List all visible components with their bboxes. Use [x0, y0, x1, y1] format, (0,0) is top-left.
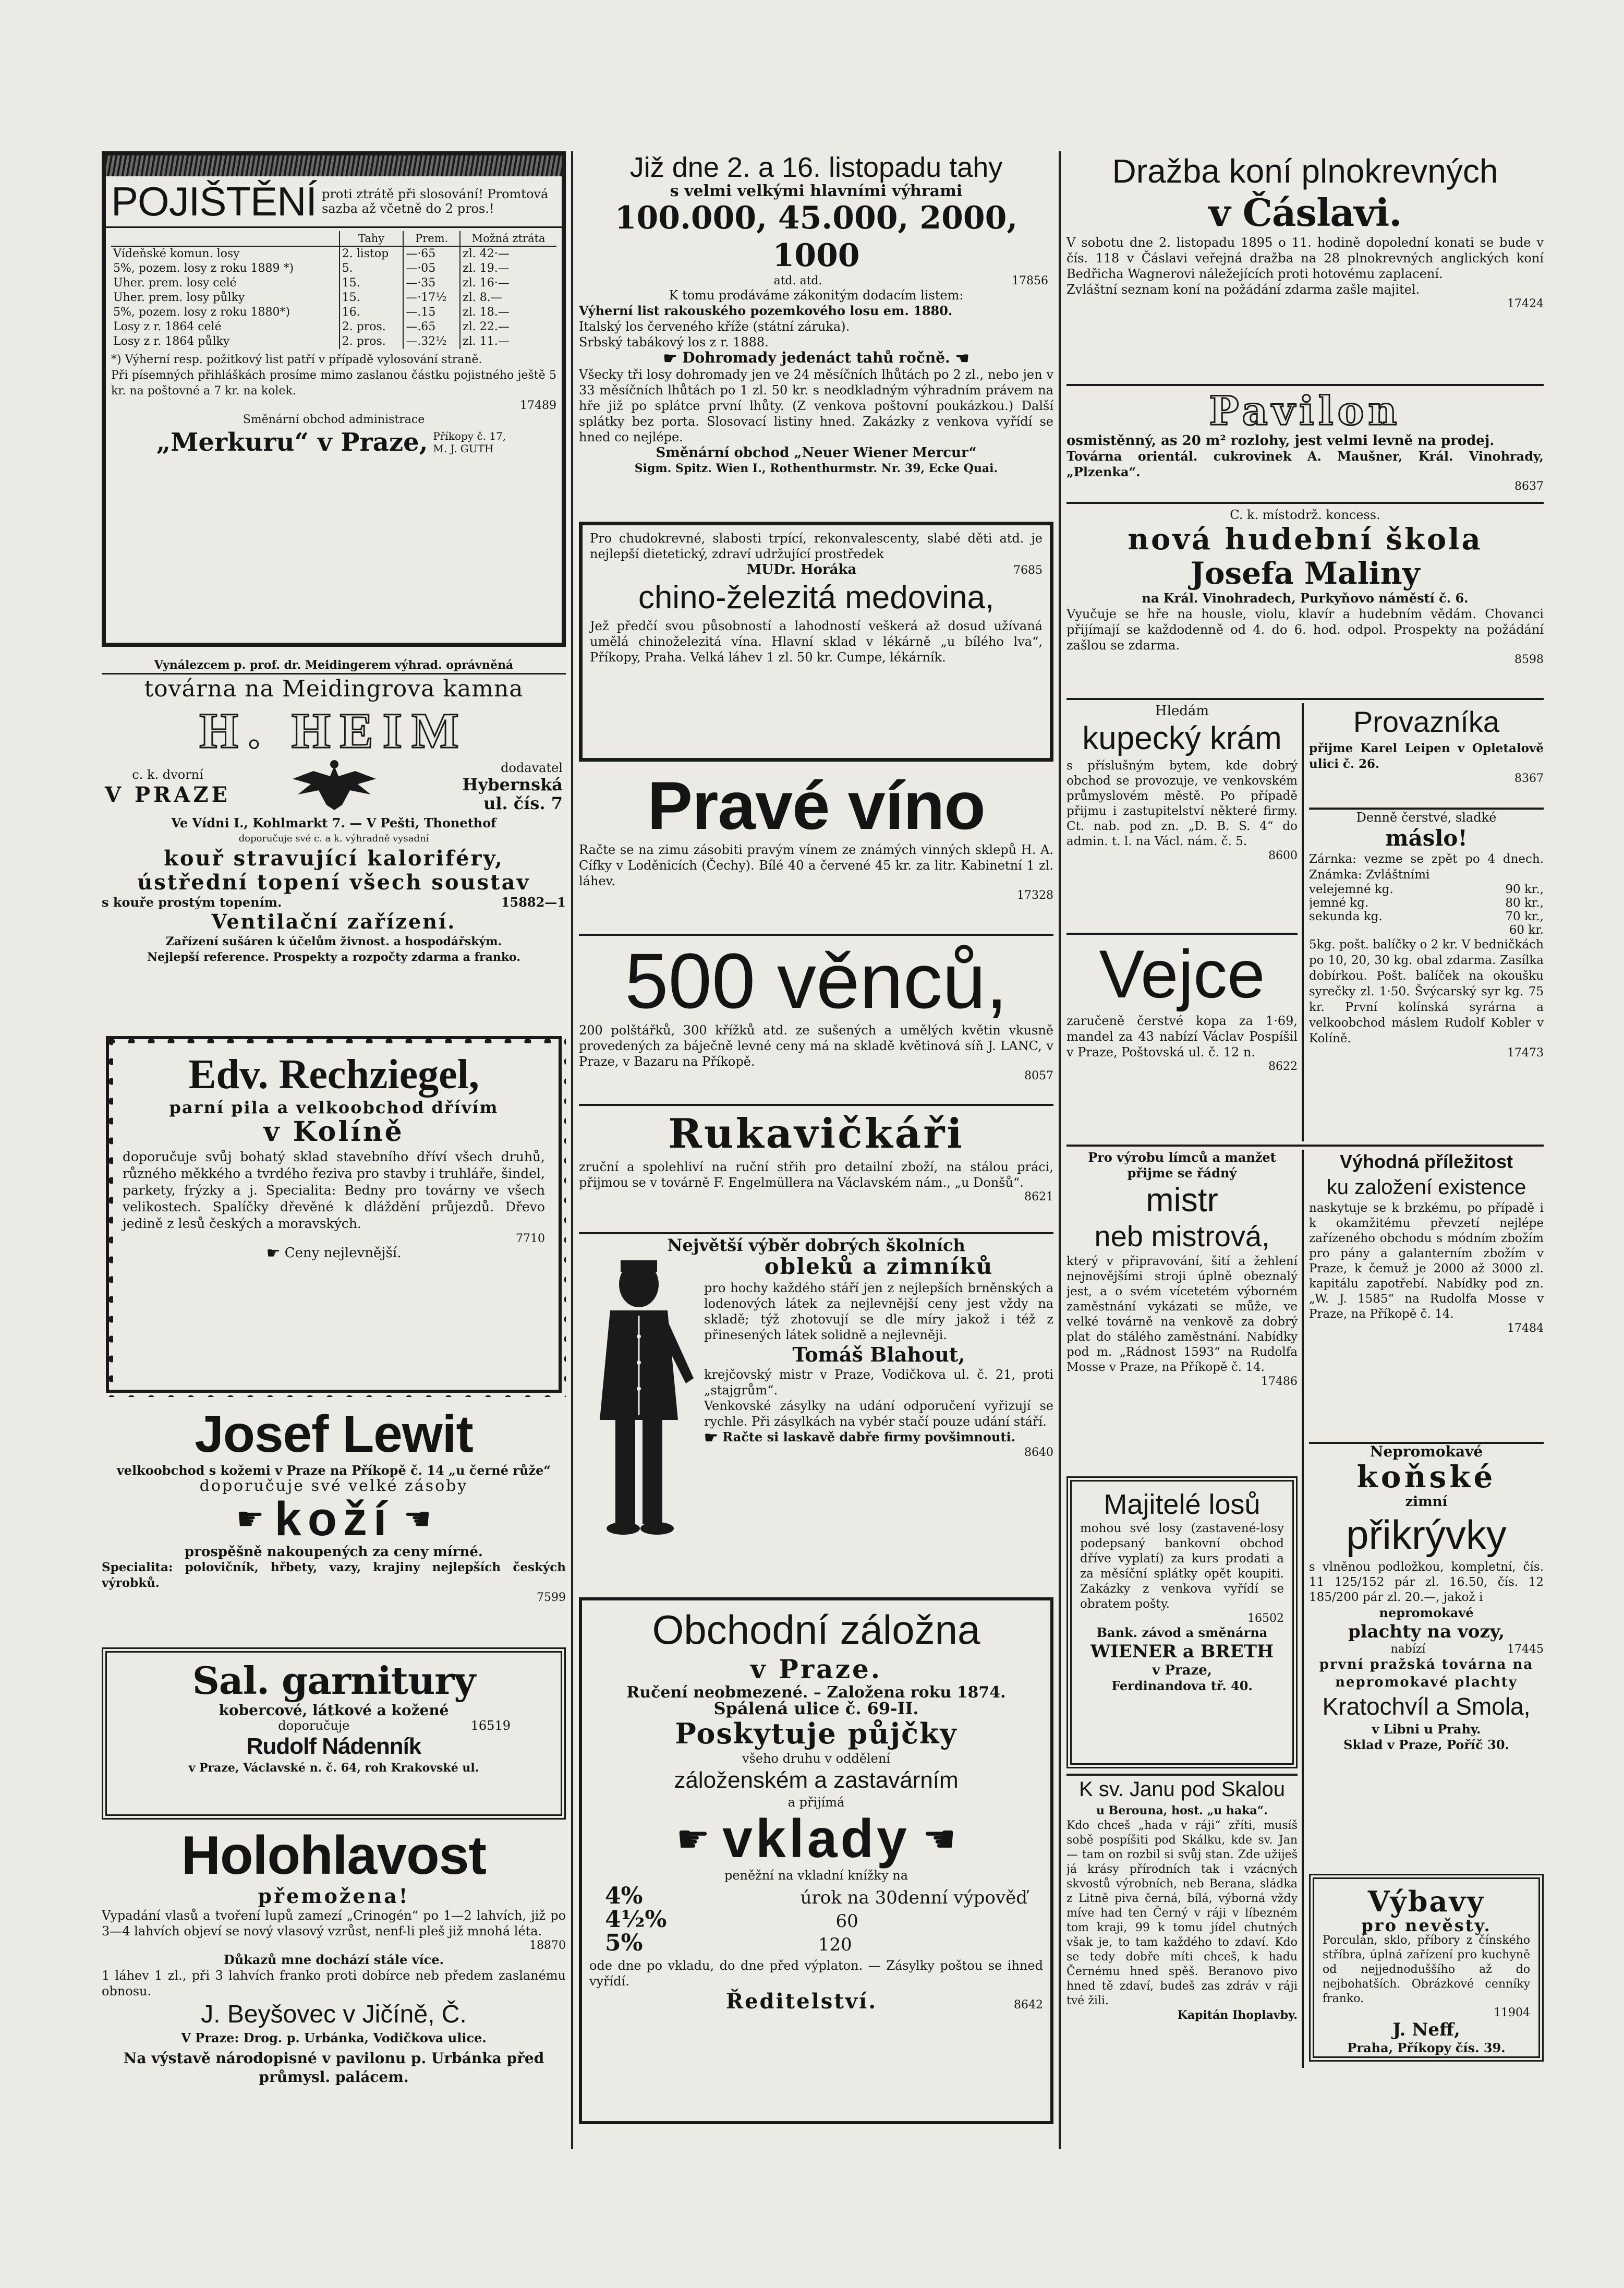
ad-text: K tomu prodáváme zákonitým dodacím listem: [669, 288, 964, 303]
ad-text: zimní [1405, 1494, 1448, 1510]
price-label: velejemné kg. [1309, 883, 1393, 896]
ad-number: 8598 [1514, 653, 1544, 666]
divider [579, 1232, 1053, 1234]
ad-text: Zařízení sušáren k účelům živnost. a hospodářským. [165, 935, 502, 948]
ad-title: neb mistrová, [1094, 1220, 1270, 1253]
ad-title: H. HEIM [199, 703, 468, 758]
ad-text: atd. atd. [773, 274, 822, 287]
ad-text: Pro výrobu límců a manžet přijme se řádný [1088, 1150, 1276, 1181]
ad-number: 17484 [1507, 1322, 1544, 1335]
ad-number: 8057 [1024, 1069, 1053, 1082]
ad-subtitle: Ventilační zařízení. [211, 910, 456, 933]
ad-title: koňské [1356, 1459, 1496, 1495]
ad-firm: Rudolf Nádenník [246, 1733, 421, 1759]
ad-rukavickari [579, 1109, 1053, 1229]
table-row: Losy z r. 1864 celé 2. pros. —.65 zl. 22.— [111, 320, 556, 334]
ad-address: Spálená ulice č. 69-II. [713, 1699, 919, 1718]
ad-drazba [1066, 151, 1544, 381]
ad-text: Denně čerstvé, sladké [1356, 810, 1497, 825]
price-value: 80 kr., [1505, 896, 1544, 910]
ad-title: přikrývky [1346, 1512, 1507, 1558]
ad-body: Vyučuje se hře na housle, violu, klavír a hudebním vědám. Chovanci přijímají se každodenně od 4. do 6. hod. odpol. Prospekty na požádání zašlou se zdarma. [1066, 607, 1544, 653]
ad-address: Sigm. Spitz. Wien I., Rothenthurmstr. Nr. 39, Ecke Quai. [634, 461, 998, 475]
ad-subtitle: Největší výběr dobrých školních [667, 1237, 965, 1255]
column-rule [571, 151, 573, 2149]
split-section [1066, 703, 1544, 1141]
ad-body: Venkovské zásylky na udání odporučení vyřizují se rychle. Při zásylkách na vybér stačí pouze udání stáří. [704, 1399, 1053, 1429]
ad-title: vklady [722, 1809, 910, 1869]
table-row: Vídeňské komun. losy 2. listop —·65 zl. 42·— [111, 246, 556, 261]
ad-title: mistr [1146, 1181, 1218, 1219]
ad-body: Porculán, sklo, příbory z čínského stříbra, úplná zařízení pro kuchyně od nejjednoduššího až do nejbohatších. Obrázkové cenníky franko. [1323, 1934, 1530, 2005]
ad-firm: MUDr. Horáka [746, 562, 857, 577]
ad-pojisteni [102, 151, 566, 647]
ad-firm: J. Beyšovec v Jičíně, Č. [201, 2001, 467, 2028]
ad-product: koží [274, 1492, 393, 1546]
ad-subtitle: s velmi velkými hlavními výhrami [670, 182, 963, 200]
ad-tahy [579, 151, 1053, 511]
ad-body: zaručeně čerstvé kopa za 1·69, mandel za 43 nabízí Václav Pospíšil v Praze, Poštovská ul. č. 12 n. [1066, 1014, 1298, 1059]
ad-body: Vypadání vlasů a tvoření lupů zamezí „Crinogén“ po 1—2 lahvích, již po 3—4 lahvích objeví se nový vlasový vzrůst, nenf-li pleš již mnohá léta. [102, 1908, 566, 1938]
ad-number: 8622 [1268, 1060, 1298, 1073]
ad-text: doporučuje své velké zásoby [199, 1477, 468, 1495]
ad-title: Provazníka [1353, 705, 1500, 738]
ad-heim [102, 657, 566, 1022]
ad-body: Račte se na zimu zásobiti pravým vínem ze známých vinných sklepů H. A. Cífky v Loděnicích (Čechy). Bílé 40 a červené 45 kr. za litr. Kabinetní 1 zl. láhev. [579, 842, 1053, 888]
ad-subtitle: proti ztrátě při slosování! Promtová sazba až včetně do 2 pros.! [322, 187, 549, 216]
ad-number: 8637 [1514, 480, 1544, 493]
pointing-hand-icon: ☛ [676, 1817, 710, 1861]
ad-rechziegel [102, 1032, 566, 1397]
ad-subtitle: továrna na Meidingrova kamna [144, 676, 524, 702]
ad-title: Obchodní záložna [652, 1607, 980, 1653]
ad-number: 8621 [1024, 1190, 1053, 1203]
rate-terms: 120 [818, 1934, 852, 1955]
ad-title: nová hudební škola [1128, 522, 1483, 557]
ad-text: Ručení neobmezené. – Založena roku 1874. [626, 1683, 1006, 1702]
ad-body: Všecky tři losy dohromady jen ve 24 měsíčních lhůtách po 2 zl., nebo jen v 33 měsíčních lhůtách po 1 zl. 50 kr. s neodkladným výhradním právem na hře již po splátce první lhůty. (Z venkova poštovní poukázkou.) Další splátky bez porta. Slosovací listiny hned. Zakázky z venkova vyřídí se hned co nejlépe. [579, 367, 1053, 444]
ad-product: ústřední topení všech soustav [137, 870, 530, 895]
ad-address: V Praze: Drog. p. Urbánka, Vodičkova ulice. [181, 2030, 487, 2045]
ad-title: K sv. Janu pod Skalou [1078, 1778, 1286, 1801]
col-header: Prem. [403, 231, 460, 246]
ad-firm: Kratochvíl a Smola, [1322, 1693, 1531, 1720]
ad-title: Výbavy [1367, 1885, 1485, 1918]
table-row: Uher. prem. losy půlky 15. —·17½ zl. 8.— [111, 291, 556, 305]
ad-firm: Směnární obchod „Neuer Wiener Mercur“ [656, 444, 977, 461]
ad-title: Pravé víno [647, 769, 985, 844]
ad-top-band [106, 155, 562, 176]
price-value: 90 kr., [1505, 883, 1544, 896]
ad-office: Směnární obchod administrace [243, 413, 425, 426]
ad-body: zruční a spolehliví na ruční střih pro detailní zboží, na stálou práci, přijmou se v továrně F. Engelmüllera na Václavském nám., „u Donšů“. [579, 1160, 1053, 1190]
ad-firm: WIENER a BRETH [1090, 1641, 1274, 1662]
ad-subtitle: plachty na vozy, [1348, 1621, 1505, 1642]
divider [579, 934, 1053, 936]
ad-skalou [1066, 1774, 1298, 2066]
ad-text: c. k. dvorní [132, 767, 203, 782]
ad-address: Příkopy č. 17, M. J. GUTH [433, 430, 506, 455]
ad-vencu [579, 939, 1053, 1101]
ad-prilezitost [1309, 1150, 1544, 1442]
ad-holohlavost [102, 1827, 566, 2144]
table-row: Losy z r. 1864 půlky 2. pros. —.32½ zl. 11.— [111, 334, 556, 349]
ad-title: chino-železitá medovina, [638, 580, 995, 616]
price-label: sekunda kg. [1309, 910, 1383, 923]
ad-number: 7599 [537, 1591, 566, 1604]
ad-number: 18870 [529, 1939, 566, 1952]
ad-note: *) Výherní resp. požitkový list patří v případě vylosování straně. [111, 353, 482, 366]
ad-address: Sklad v Praze, Poříč 30. [1343, 1737, 1509, 1752]
ad-body: Jež předčí svou působností a lahodností veškerá až dosud užívaná umělá chinoželezitá vína. Hlavní sklad v lékárně „u bílého lva“, Příkopy, Praha. Velká láhev 1 zl. 50 kr. Cumpe, lékárník. [590, 619, 1043, 665]
ad-address: krejčovský mistr v Praze, Vodičkova ul. č. 21, proti „stajgrům“. [704, 1367, 1053, 1398]
ad-text: Důkazů mne dochází stále více. [223, 1952, 444, 1967]
table-row: Uher. prem. losy celé 15. —·35 zl. 16·— [111, 276, 556, 291]
ad-text: Nepromokavé [1370, 1443, 1483, 1460]
ad-firm: Tomáš Blahout, [792, 1343, 965, 1366]
ad-firm: „Merkuru“ v Praze, [156, 428, 428, 457]
ad-title: Holohlavost [181, 1827, 487, 1886]
ad-text: s kouře prostým topením. [102, 895, 282, 910]
ad-title: Rukavičkáři [668, 1110, 964, 1158]
col-header [111, 231, 340, 246]
pointing-hand-icon: ☚ [955, 349, 969, 368]
ad-title: Edv. Rechziegel, [188, 1052, 479, 1098]
ad-text: Hledám [1155, 703, 1209, 719]
ad-address: v Praze, Václavské n. č. 64, roh Krakovské ul. [188, 1761, 479, 1775]
ad-title: kupecký krám [1082, 720, 1282, 756]
ad-body: Zárnka: vezme se zpět po 4 dnech. Známka: Zvláštními [1309, 852, 1544, 882]
ad-number: 7710 [516, 1232, 545, 1245]
ad-text: C. k. místodrž. koncess. [1230, 508, 1380, 522]
ad-city: v Čáslavi. [1208, 190, 1402, 235]
ad-number: 16519 [470, 1718, 511, 1733]
ad-body: který v připravování, šití a žehlení nejnovějšími stroji úplně obeznalý jest, a o svém vícetetém výborném zaměstnání vykázati se může, ve velké továrně na venkově za dobrý plat do stálého zaměstnání. Nabídky pod m. „Rádnost 1593“ na Rudolfa Mosse v Praze, na Příkopě č. 14. [1066, 1255, 1298, 1374]
table-row: 5%, pozem. losy z roku 1880*) 16. —.15 zl. 18.— [111, 305, 556, 320]
ad-body: Při písemných přihláškách prosíme mimo zaslanou částku pojistného ještě 5 kr. na poštovné a 7 kr. na kolek. [111, 369, 556, 398]
ad-maslo [1309, 808, 1544, 1131]
column-1 [102, 151, 566, 2144]
ad-body: s vlněnou podložkou, kompletní, čís. 11 125/152 pár zl. 16.50, čís. 12 185/200 pár zl. 20.—, jakož i [1309, 1560, 1544, 1604]
ad-horak [579, 522, 1053, 762]
ad-number: 17856 [1012, 274, 1048, 287]
ad-text: všeho druhu v oddělení [742, 1751, 891, 1766]
ad-mistr [1066, 1150, 1298, 1473]
table-row: 5%, pozem. losy z roku 1889 *) 5. —·05 zl. 19.— [111, 261, 556, 276]
ad-number: 7685 [1013, 564, 1043, 577]
ad-text: Specialita: polovičník, hřbety, vazy, krajiny nejlepších českých výrobků. [102, 1560, 566, 1590]
ad-provaznik [1309, 703, 1544, 808]
ad-title: máslo! [1385, 825, 1468, 851]
ad-body: Pro chudokrevné, slabosti trpící, rekonvalescenty, slabé děti atd. je nejlepší dietetický, zdraví udržující prostředek [590, 531, 1043, 561]
ad-city: v Libni u Prahy. [1372, 1721, 1481, 1737]
ad-number: 8642 [1014, 1998, 1043, 2012]
pointing-hand-icon: ☚ [922, 1817, 956, 1861]
ad-number: 16502 [1247, 1612, 1284, 1625]
ad-body: Zvláštní seznam koní na požádání zdarma zašle majitel. [1066, 282, 1420, 297]
ad-subtitle: Dohromady jedenáct tahů ročně. [682, 349, 950, 366]
ad-text: Račte si laskavě dabře firmy povšimnouti. [722, 1429, 1015, 1444]
column-3 [1066, 151, 1544, 2144]
rate: 5% [605, 1930, 643, 1956]
ad-text: doporučuje své c. a k. výhradně vysadní [238, 833, 429, 844]
ad-text: dodavatel [501, 761, 563, 775]
divider [1066, 384, 1544, 386]
rate-terms: úrok na 30denní výpověď [800, 1887, 1027, 1908]
ad-number: 8640 [1024, 1446, 1053, 1459]
ad-subtitle: záloženském a zastavárním [674, 1767, 959, 1793]
ad-text: doporučuje [278, 1718, 350, 1733]
divider [1066, 698, 1544, 700]
ad-blahout [579, 1237, 1053, 1592]
ad-number: 15882—1 [501, 895, 566, 910]
ad-text: Bank. závod a směnárna [1096, 1625, 1268, 1640]
ad-body: Továrna orientál. cukrovinek A. Maušner, Král. Vinohrady, „Plzenka“. [1066, 449, 1544, 479]
ad-title: Výhodná příležitost [1339, 1151, 1513, 1172]
eagle-crest-icon [282, 758, 386, 815]
split-section [1066, 1150, 1544, 2068]
ad-number: 11904 [1494, 2006, 1530, 2019]
ad-text: Ve Vídni I., Kohlmarkt 7. — V Pešti, Thonethof [171, 815, 496, 830]
lots-table [111, 231, 556, 349]
col-header: Možná ztráta [460, 231, 556, 246]
rate-terms: 60 [835, 1911, 858, 1932]
ad-text: Nejlepší reference. Prospekty a rozpočty zdarma a franko. [147, 950, 521, 964]
pointing-hand-icon: ☛ [236, 1501, 264, 1537]
ad-garnitury [102, 1647, 566, 1820]
ad-number: 17424 [1507, 297, 1544, 310]
ad-lewit [102, 1405, 566, 1640]
ad-konske [1309, 1442, 1544, 1870]
ad-signature: Ředitelství. [725, 1989, 878, 2014]
rate: 4½% [605, 1906, 667, 1933]
ad-text: nabízí [1390, 1643, 1426, 1656]
ad-body: naskytuje se k brzkému, po případě i k okamžitému převzetí nejlépe zařízeného obchodu s módním zbožím pro pány a galanterním zbožím v Praze, k čemuž je 2000 až 3000 zl. kapitálu zapotřebí. Nabídky pod zn. „W. J. 1585“ na Rudolfa Mosse v Praze, na Příkopě č. 14. [1309, 1201, 1544, 1321]
ad-title: POJIŠTĚNÍ [111, 178, 317, 224]
ad-title: 500 věnců, [625, 939, 1008, 1025]
ad-number: 8367 [1514, 772, 1544, 785]
ad-text: Ceny nejlevnější. [284, 1245, 402, 1261]
ad-address: na Král. Vinohradech, Purkyňovo náměstí č. 6. [1142, 591, 1469, 606]
pointing-hand-icon: ☛ [704, 1428, 718, 1447]
ad-body: doporučuje svůj bohatý sklad stavebního dříví všech druhů, různého měkkého a tvrdého řeziva pro stavby i truhláře, šindel, parkety, frýzky a j. Specialita: Bedny pro továrny ve všech velikostech. Spalíčky dřevěné k dláždění průjezdů. Dřevo jedině z lesů českých a moravských. [123, 1149, 545, 1231]
ad-subtitle: velkoobchod s kožemi v Praze na Příkopě č. 14 „u černé růže“ [116, 1463, 551, 1478]
ad-title: Josef Lewit [195, 1405, 473, 1463]
ad-subtitle: u Berouna, host. „u haka“. [1096, 1804, 1268, 1817]
ad-text: 1 láhev 1 zl., při 3 lahvích franko proti dobírce neb předem zaslanému obnosu. [102, 1968, 566, 1998]
ad-kram [1066, 703, 1298, 933]
ad-product: kouř stravující kaloriféry, [164, 846, 504, 871]
ad-city: v Kolíně [263, 1116, 404, 1148]
ad-subtitle: Poskytuje půjčky [675, 1717, 958, 1750]
ad-body: 5kg. pošt. balíčky o 2 kr. V bedničkách po 10, 20, 30 kg. obal zdarma. Zasílka dobírkou. Pošt. balíček na okoušku syrečky zl. 1·50. Švýcarský syr kg. 75 kr. První kolínská syrárna a velkoobchod máslem Rudolf Kobler v Kolíně. [1309, 938, 1544, 1045]
ad-number: 8600 [1268, 849, 1298, 862]
ad-losu [1066, 1476, 1298, 1768]
ad-signature: Kapitán Ihoplavby. [1177, 2008, 1298, 2022]
ad-list-item: Výherní list rakouského pozemkového losu em. 1880. [579, 303, 953, 318]
divider [1066, 1145, 1544, 1147]
ad-city: v Praze, [1152, 1663, 1212, 1678]
ad-title: obleků a zimníků [764, 1254, 993, 1279]
ad-text: nepromokavé [1379, 1605, 1474, 1620]
ad-body: 200 polštářků, 300 křížků atd. ze sušených a umělých květin vkusně provedených za báječně levné ceny má na skladě květinová síň J. LANC, v Praze, v Bazaru na Příkopě. [579, 1023, 1053, 1069]
ad-list-item: Italský los červeného kříže (státní záruka). [579, 319, 850, 334]
ad-text: a přijímá [787, 1795, 845, 1810]
ad-title: Dražba koní plnokrevných [1112, 152, 1498, 190]
ad-city: v Praze. [750, 1654, 882, 1684]
price-label: jemné kg. [1309, 896, 1369, 910]
ad-number: 17328 [1017, 889, 1053, 902]
ad-text: Na výstavě národopisné v pavilonu p. Urbánka před průmysl. palácem. [123, 2050, 544, 2086]
ad-body: V sobotu dne 2. listopadu 1895 o 11. hodině dopolední konati se bude v čís. 118 v Čáslavi veřejná dražba na 28 plnokrevných anglických koní Bedřicha Wagnerovi náležejících proti hotovému zaplacení. [1066, 235, 1544, 281]
ad-zalozna [579, 1597, 1053, 2124]
ad-body: osmistěnný, as 20 m² rozlohy, jest velmi levně na prodej. [1066, 433, 1495, 449]
ad-title: Již dne 2. a 16. listopadu tahy [629, 152, 1003, 183]
col-header: Tahy [340, 231, 404, 246]
ad-title: Vejce [1099, 936, 1265, 1012]
ad-text: první pražská továrna na nepromokavé plachty [1319, 1657, 1534, 1690]
ad-number: 17486 [1261, 1375, 1298, 1388]
ad-body: mohou své losy (zastavené-losy podepsaný bankovní obchod dříve vyplatí) za kurs prodati a za měsíční splátky opět koupiti. Zakázky z venkova vyřídí se obratem pošty. [1080, 1522, 1284, 1611]
ad-subtitle: pro nevěsty. [1361, 1916, 1492, 1935]
ad-intro: Vynálezcem p. prof. dr. Meidingerem výhrad. oprávněná [102, 657, 566, 675]
ad-subtitle: parní pila a velkoobchod dřívím [169, 1098, 499, 1117]
boy-illustration [579, 1253, 699, 1545]
ad-body: Kdo chceš „hada v ráji“ zříti, musíš sobě pospíšiti pod Skálku, kde sv. Jan — tam on rozbil si svůj stan. Zde užiješ já krásy přírodních tak i vzácných skvostů výrobních, neb Berana, sládka z Litně piva černá, bílá, výborná vždy míve had ten Černý v ráji v líbezném tom kraji, 99 k tomu jídel chutných však je, to tam každého to zdaví. Kdo se tedy dobře míti chceš, k hadu Černému hned spěš. Beranovo pivo hned tě zdaví, budeš zas zdráv v ráji tvé žili. [1066, 1819, 1298, 2007]
ad-body: ode dne po vkladu, do dne před výplaton. — Zásylky poštou se ihned vyřídí. [589, 1958, 1043, 1989]
ad-pavilon [1066, 389, 1544, 499]
ad-list-item: Srbský tabákový los z r. 1888. [579, 335, 769, 350]
ad-firm: J. Neff, [1392, 2019, 1460, 2040]
divider [1066, 502, 1544, 504]
ad-body: přijme Karel Leipen v Opletalově ulici č. 26. [1309, 741, 1544, 771]
ad-title: Sal. garnitury [192, 1658, 476, 1703]
ad-subtitle: přemožena! [258, 1884, 410, 1908]
ad-number: 17473 [1507, 1046, 1544, 1059]
pointing-hand-icon: ☛ [266, 1244, 281, 1262]
price-value: 60 kr. [1509, 923, 1544, 937]
ad-body: pro hochy každého stáří jen z nejlepších brněnských a lodenových látek za nejlevnější ceny jest vždy na skladě; týž zhotovují se dle míry jakož i též z přinesených látek solidně a nejlevněji. [704, 1281, 1053, 1342]
ad-city: V PRAZE [105, 782, 231, 807]
ad-firm: Josefa Maliny [1190, 556, 1420, 591]
ad-subtitle: kobercové, látkové a kožené [219, 1702, 449, 1719]
ad-number: 17489 [520, 399, 556, 412]
ad-vejce [1066, 933, 1298, 1136]
ad-address: Praha, Příkopy čís. 39. [1347, 2040, 1506, 2055]
ad-body: s příslušným bytem, kde dobrý obchod se provozuje, ve venkovském průmyslovém městě. Po případě přijmu i zastupitelství některé firmy. Ct. nab. pod zn. „D. B. S. 4“ do admin. t. l. na Václ. nám. č. 5. [1066, 759, 1298, 848]
pointing-hand-icon: ☛ [663, 349, 677, 368]
ad-address: Ferdinandova tř. 40. [1111, 1678, 1253, 1693]
ad-number: 17445 [1507, 1643, 1544, 1656]
column-rule [1059, 151, 1061, 2149]
price-value: 70 kr., [1505, 910, 1544, 923]
ad-hudebni [1066, 507, 1544, 695]
ad-amounts: 100.000, 45.000, 2000, 1000 [614, 200, 1018, 274]
ad-address: Hybernská ul. čís. 7 [462, 775, 563, 813]
ad-vino [579, 769, 1053, 931]
column-2 [579, 151, 1053, 2144]
rate: 4% [605, 1883, 643, 1909]
ad-title: ku založení existence [1326, 1176, 1526, 1199]
ad-text: peněžní na vkladní knížky na [724, 1868, 908, 1883]
ad-title: Pavilon [1209, 389, 1401, 434]
ad-vybavy [1309, 1874, 1544, 2062]
divider [579, 1104, 1053, 1106]
ad-text: prospěšně nakoupených za ceny mírné. [185, 1544, 483, 1560]
ad-title: Majitelé losů [1104, 1489, 1261, 1520]
pointing-hand-icon: ☚ [403, 1501, 432, 1537]
